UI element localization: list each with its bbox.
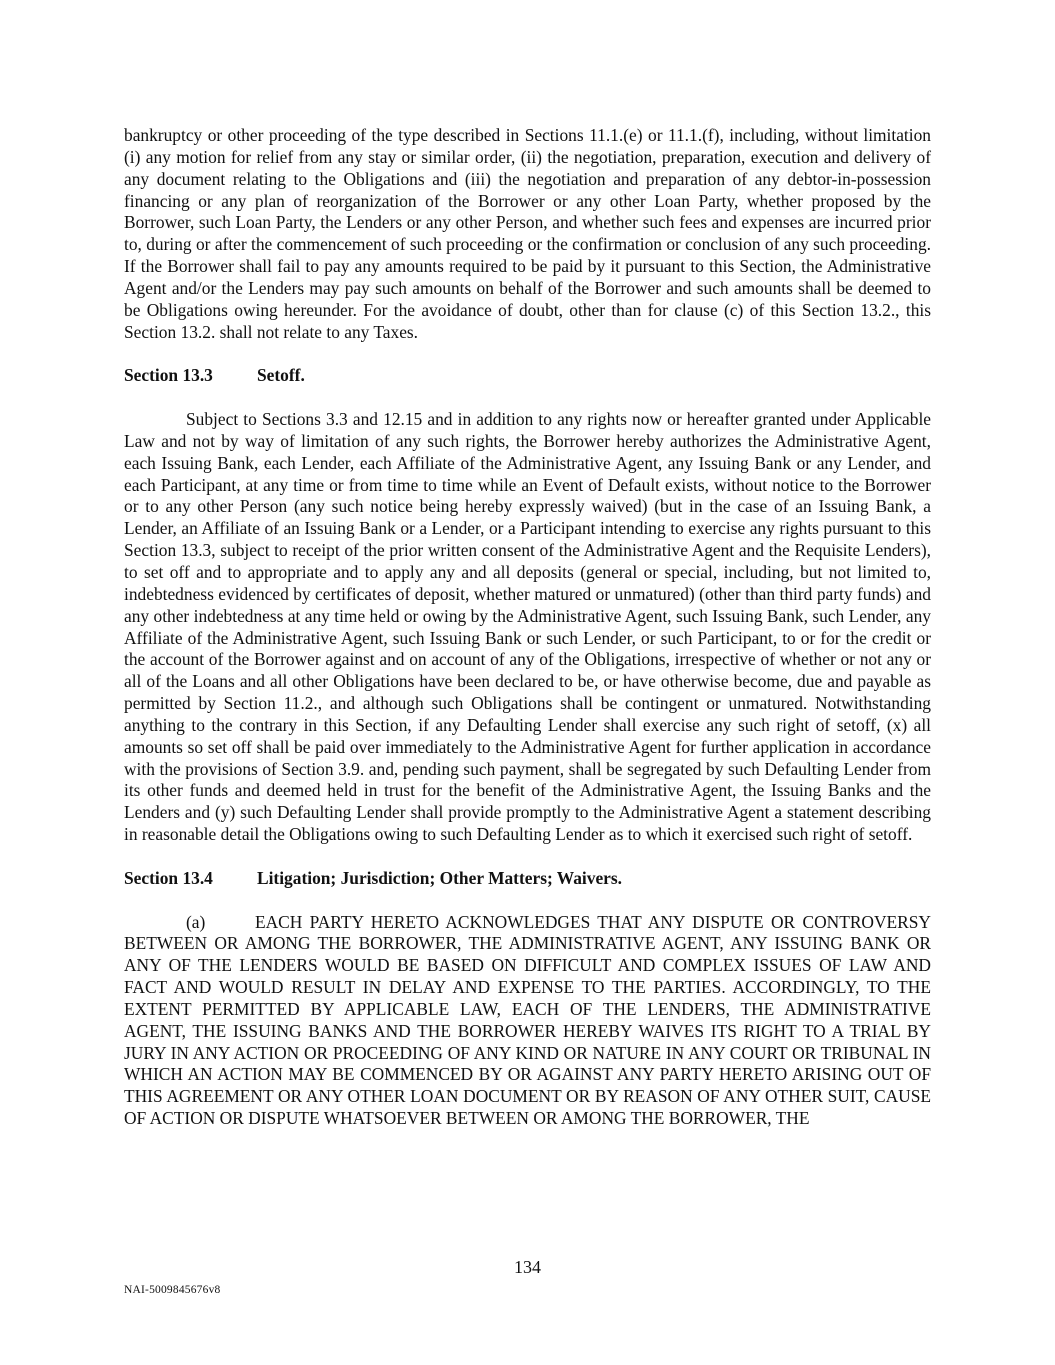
section-13-4-heading — [124, 868, 931, 890]
section-13-3-heading — [124, 365, 931, 387]
clause-a-body: EACH PARTY HERETO ACKNOWLEDGES THAT ANY DISPUTE OR CONTROVERSY BETWEEN OR AMONG THE BORROWER, THE ADMINISTRATIVE AGENT, ANY ISSUING BANK OR ANY OF THE LENDERS WOULD BE BASED ON DIFFICULT AND COMPLEX ISSUES OF LAW AND FACT AND WOULD RESULT IN DELAY AND EXPENSE TO THE PARTIES. ACCORDINGLY, TO THE EXTENT PERMITTED BY APPLICABLE LAW, EACH OF THE LENDERS, THE ADMINISTRATIVE AGENT, THE ISSUING BANKS AND THE BORROWER HEREBY WAIVES ITS RIGHT TO A TRIAL BY JURY IN ANY ACTION OR PROCEEDING OF ANY KIND OR NATURE IN ANY COURT OR TRIBUNAL IN WHICH AN ACTION MAY BE COMMENCED BY OR AGAINST ANY PARTY HERETO ARISING OUT OF THIS AGREEMENT OR ANY OTHER LOAN DOCUMENT OR BY REASON OF ANY OTHER SUIT, CAUSE OF ACTION OR DISPUTE WHATSOEVER BETWEEN OR AMONG THE BORROWER, THE — [124, 911, 931, 1129]
continuation-paragraph: bankruptcy or other proceeding of the type described in Sections 11.1.(e) or 11.1.(f), including, without limitation (i) any motion for relief from any stay or similar order, (ii) the negotiation, preparation, execution and delivery of any document relating to the Obligations and (iii) the negotiation and preparation of any debtor-in-possession financing or any plan of reorganization of the Borrower or any other Loan Party, whether proposed by the Borrower, such Loan Party, the Lenders or any other Person, and whether such fees and expenses are incurred prior to, during or after the commencement of such proceeding or the confirmation or conclusion of any such proceeding. If the Borrower shall fail to pay any amounts required to be paid by it pursuant to this Section, the Administrative Agent and/or the Lenders may pay such amounts on behalf of the Borrower and such amounts shall be deemed to be Obligations owing hereunder. For the avoidance of doubt, other than for clause (c) of this Section 13.2., this Section 13.2. shall not relate to any Taxes. — [124, 125, 931, 342]
section-13-4-clause-a — [124, 912, 931, 1130]
section-13-3-number: Section 13.3 — [124, 365, 213, 386]
section-13-4-title: Litigation; Jurisdiction; Other Matters; Waivers. — [257, 867, 622, 888]
document-id: NAI-5009845676v8 — [124, 1284, 221, 1296]
section-13-3-title: Setoff. — [257, 365, 305, 386]
document-body — [124, 125, 931, 1130]
clause-a-label: (a) — [186, 911, 206, 932]
section-13-4-number: Section 13.4 — [124, 867, 213, 888]
section-13-3-body: Subject to Sections 3.3 and 12.15 and in addition to any rights now or hereafter granted under Applicable Law and not by way of limitation of any such rights, the Borrower hereby authorizes the Administrative Agent, each Issuing Bank, each Lender, each Affiliate of the Administrative Agent, any Issuing Bank or any Lender, and each Participant, at any time or from time to time while an Event of Default exists, without notice to the Borrower or to any other Person (any such notice being hereby expressly waived) (but in the case of an Issuing Bank, a Lender, an Affiliate of an Issuing Bank or a Lender, or a Participant intending to exercise any rights pursuant to this Section 13.3, subject to receipt of the prior written consent of the Administrative Agent and the Requisite Lenders), to set off and to appropriate and to apply any and all deposits (general or special, including, but not limited to, indebtedness evidenced by certificates of deposit, whether matured or unmatured) (other than third party funds) and any other indebtedness at any time held or owing by the Administrative Agent, such Issuing Bank, such Lender, any Affiliate of the Administrative Agent, such Issuing Bank or such Lender, or such Participant, to or for the credit or the account of the Borrower against and on account of any of the Obligations, irrespective of whether or not any or all of the Loans and all other Obligations have been declared to be, or have otherwise become, due and payable as permitted by Section 11.2., and although such Obligations shall be contingent or unmatured. Notwithstanding anything to the contrary in this Section, if any Defaulting Lender shall exercise any such right of setoff, (x) all amounts so set off shall be paid over immediately to the Administrative Agent for further application in accordance with the provisions of Section 3.9. and, pending such payment, shall be segregated by such Defaulting Lender from its other funds and deemed held in trust for the benefit of the Administrative Agent, the Issuing Banks and the Lenders and (y) such Defaulting Lender shall provide promptly to the Administrative Agent a statement describing in reasonable detail the Obligations owing to such Defaulting Lender as to which it exercised such right of setoff. — [124, 409, 931, 845]
page-number: 134 — [514, 1257, 541, 1277]
